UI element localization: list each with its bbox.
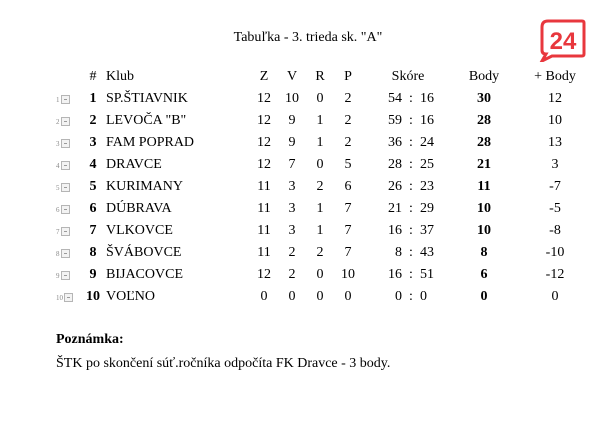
club-name: LEVOČA "B" (106, 113, 187, 128)
score-cell (362, 220, 454, 242)
score-cell (362, 242, 454, 264)
rank-number: 3 (89, 135, 97, 150)
score-cell (362, 154, 454, 176)
position-index: 9 (56, 272, 60, 280)
club-name: FAM POPRAD (106, 135, 195, 150)
position-cell (56, 220, 82, 242)
losses-value: 0 (344, 289, 352, 304)
rank-number: 8 (89, 245, 97, 260)
header-number: # (89, 69, 97, 84)
position-marker[interactable] (56, 293, 73, 302)
score-cell (362, 176, 454, 198)
wins-value: 3 (288, 201, 296, 216)
rank-number: 7 (89, 223, 97, 238)
table-row (56, 154, 596, 176)
position-cell (56, 154, 82, 176)
position-marker[interactable] (56, 249, 70, 258)
plus-points-value: 3 (551, 157, 559, 172)
position-cell (56, 198, 82, 220)
draws-value: 2 (316, 245, 324, 260)
played-value: 12 (257, 267, 271, 282)
draws-value: 1 (316, 201, 324, 216)
score-separator: : (409, 267, 413, 282)
header-plus-points: + Body (534, 69, 576, 84)
row-toggle-icon[interactable] (61, 205, 70, 214)
plus-points-value: 10 (548, 113, 562, 128)
wins-value: 10 (285, 91, 299, 106)
goals-for: 8 (395, 245, 402, 260)
header-draws: R (315, 69, 325, 84)
wins-value: 9 (288, 135, 296, 150)
club-name: SP.ŠTIAVNIK (106, 91, 188, 106)
club-name: KURIMANY (106, 179, 183, 194)
score-separator: : (409, 289, 413, 304)
position-marker[interactable] (56, 205, 70, 214)
position-cell (56, 176, 82, 198)
header-position (56, 66, 82, 88)
goals-against: 25 (420, 157, 434, 172)
losses-value: 10 (341, 267, 355, 282)
position-cell (56, 110, 82, 132)
table-row (56, 220, 596, 242)
position-marker[interactable] (56, 183, 70, 192)
points-value: 10 (477, 223, 491, 238)
logo-text: 24 (549, 28, 577, 55)
position-marker[interactable] (56, 139, 70, 148)
score-separator: : (409, 91, 413, 106)
position-index: 8 (56, 250, 60, 258)
rank-number: 9 (89, 267, 97, 282)
goals-against: 24 (420, 135, 434, 150)
draws-value: 0 (316, 157, 324, 172)
header-club: Klub (106, 69, 134, 84)
played-value: 11 (257, 245, 271, 260)
played-value: 11 (257, 179, 271, 194)
rank-number: 6 (89, 201, 97, 216)
points-value: 0 (480, 289, 488, 304)
table-header-row (56, 66, 596, 88)
points-value: 8 (480, 245, 488, 260)
rank-number: 10 (86, 289, 100, 304)
played-value: 12 (257, 91, 271, 106)
position-marker[interactable] (56, 271, 70, 280)
points-value: 30 (477, 91, 491, 106)
goals-against: 37 (420, 223, 434, 238)
plus-points-value: -12 (545, 267, 565, 282)
score-separator: : (409, 201, 413, 216)
row-toggle-icon[interactable] (61, 139, 70, 148)
table-row (56, 198, 596, 220)
goals-against: 16 (420, 91, 434, 106)
wins-value: 3 (288, 179, 296, 194)
goals-for: 26 (388, 179, 402, 194)
score-separator: : (409, 245, 413, 260)
plus-points-value: 13 (548, 135, 562, 150)
row-toggle-icon[interactable] (61, 271, 70, 280)
losses-value: 7 (344, 223, 352, 238)
losses-value: 7 (344, 245, 352, 260)
rank-number: 5 (89, 179, 97, 194)
plus-points-value: 0 (551, 289, 559, 304)
losses-value: 2 (344, 113, 352, 128)
plus-points-value: -7 (549, 179, 561, 194)
goals-against: 29 (420, 201, 434, 216)
draws-value: 2 (316, 179, 324, 194)
draws-value: 1 (316, 135, 324, 150)
position-index: 6 (56, 206, 60, 214)
row-toggle-icon[interactable] (64, 293, 73, 302)
draws-value: 1 (316, 113, 324, 128)
goals-against: 43 (420, 245, 434, 260)
score-separator: : (409, 113, 413, 128)
losses-value: 2 (344, 135, 352, 150)
played-value: 11 (257, 223, 271, 238)
goals-against: 23 (420, 179, 434, 194)
rank-number: 4 (89, 157, 97, 172)
standings-table (56, 66, 596, 308)
position-marker[interactable] (56, 95, 70, 104)
points-value: 10 (477, 201, 491, 216)
wins-value: 2 (288, 267, 296, 282)
points-value: 28 (477, 135, 491, 150)
goals-for: 16 (388, 267, 402, 282)
table-row (56, 176, 596, 198)
score-cell (362, 264, 454, 286)
table-title: Tabuľka - 3. trieda sk. "A" (233, 30, 383, 45)
header-played: Z (259, 69, 269, 84)
club-name: DRAVCE (106, 157, 162, 172)
losses-value: 2 (344, 91, 352, 106)
draws-value: 0 (316, 91, 324, 106)
goals-for: 16 (388, 223, 402, 238)
row-toggle-icon[interactable] (61, 183, 70, 192)
wins-value: 2 (288, 245, 296, 260)
goals-against: 51 (420, 267, 434, 282)
score-cell (362, 132, 454, 154)
score-separator: : (409, 179, 413, 194)
club-name: DÚBRAVA (106, 201, 172, 216)
score-cell (362, 286, 454, 308)
position-index: 5 (56, 184, 60, 192)
played-value: 11 (257, 201, 271, 216)
position-marker[interactable] (56, 227, 70, 236)
played-value: 12 (257, 135, 271, 150)
table-row (56, 88, 596, 110)
club-name: ŠVÁBOVCE (106, 245, 182, 260)
header-score: Skóre (391, 69, 425, 84)
position-marker[interactable] (56, 161, 70, 170)
goals-for: 0 (395, 289, 402, 304)
header-points: Body (468, 69, 500, 84)
position-index: 3 (56, 140, 60, 148)
position-cell (56, 264, 82, 286)
position-index: 4 (56, 162, 60, 170)
wins-value: 0 (288, 289, 296, 304)
score-cell (362, 110, 454, 132)
points-value: 11 (477, 179, 491, 194)
goals-against: 0 (420, 289, 427, 304)
position-marker[interactable] (56, 117, 70, 126)
played-value: 12 (257, 113, 271, 128)
header-losses: P (344, 69, 352, 84)
position-cell (56, 242, 82, 264)
draws-value: 0 (316, 267, 324, 282)
row-toggle-icon[interactable] (61, 117, 70, 126)
played-value: 0 (260, 289, 268, 304)
wins-value: 7 (288, 157, 296, 172)
goals-for: 21 (388, 201, 402, 216)
row-toggle-icon[interactable] (61, 95, 70, 104)
played-value: 12 (257, 157, 271, 172)
draws-value: 0 (316, 289, 324, 304)
wins-value: 9 (288, 113, 296, 128)
losses-value: 5 (344, 157, 352, 172)
plus-points-value: -8 (549, 223, 561, 238)
score-cell (362, 198, 454, 220)
club-name: BIJACOVCE (106, 267, 184, 282)
position-index: 1 (56, 96, 60, 104)
score-separator: : (409, 157, 413, 172)
points-value: 28 (477, 113, 491, 128)
rank-number: 1 (89, 91, 97, 106)
goals-for: 54 (388, 91, 402, 106)
position-index: 10 (56, 294, 63, 302)
table-row (56, 110, 596, 132)
club-name: VLKOVCE (106, 223, 173, 238)
plus-points-value: -10 (545, 245, 565, 260)
score-separator: : (409, 223, 413, 238)
row-toggle-icon[interactable] (61, 249, 70, 258)
score-cell (362, 88, 454, 110)
table-row (56, 132, 596, 154)
rank-number: 2 (89, 113, 97, 128)
row-toggle-icon[interactable] (61, 161, 70, 170)
goals-for: 28 (388, 157, 402, 172)
note-text: ŠTK po skončení súť.ročníka odpočíta FK Dravce - 3 body. (56, 356, 391, 371)
points-value: 21 (477, 157, 491, 172)
wins-value: 3 (288, 223, 296, 238)
goals-for: 36 (388, 135, 402, 150)
plus-points-value: -5 (549, 201, 561, 216)
position-index: 2 (56, 118, 60, 126)
club-name: VOĽNO (106, 289, 155, 304)
table-row (56, 242, 596, 264)
note-title: Poznámka: (56, 332, 124, 347)
draws-value: 1 (316, 223, 324, 238)
points-value: 6 (480, 267, 488, 282)
position-cell (56, 88, 82, 110)
table-row (56, 264, 596, 286)
plus-points-value: 12 (548, 91, 562, 106)
score-separator: : (409, 135, 413, 150)
goals-for: 59 (388, 113, 402, 128)
position-cell (56, 132, 82, 154)
position-index: 7 (56, 228, 60, 236)
table-row (56, 286, 596, 308)
position-cell (56, 286, 82, 308)
losses-value: 7 (344, 201, 352, 216)
losses-value: 6 (344, 179, 352, 194)
header-wins: V (286, 69, 298, 84)
goals-against: 16 (420, 113, 434, 128)
row-toggle-icon[interactable] (61, 227, 70, 236)
